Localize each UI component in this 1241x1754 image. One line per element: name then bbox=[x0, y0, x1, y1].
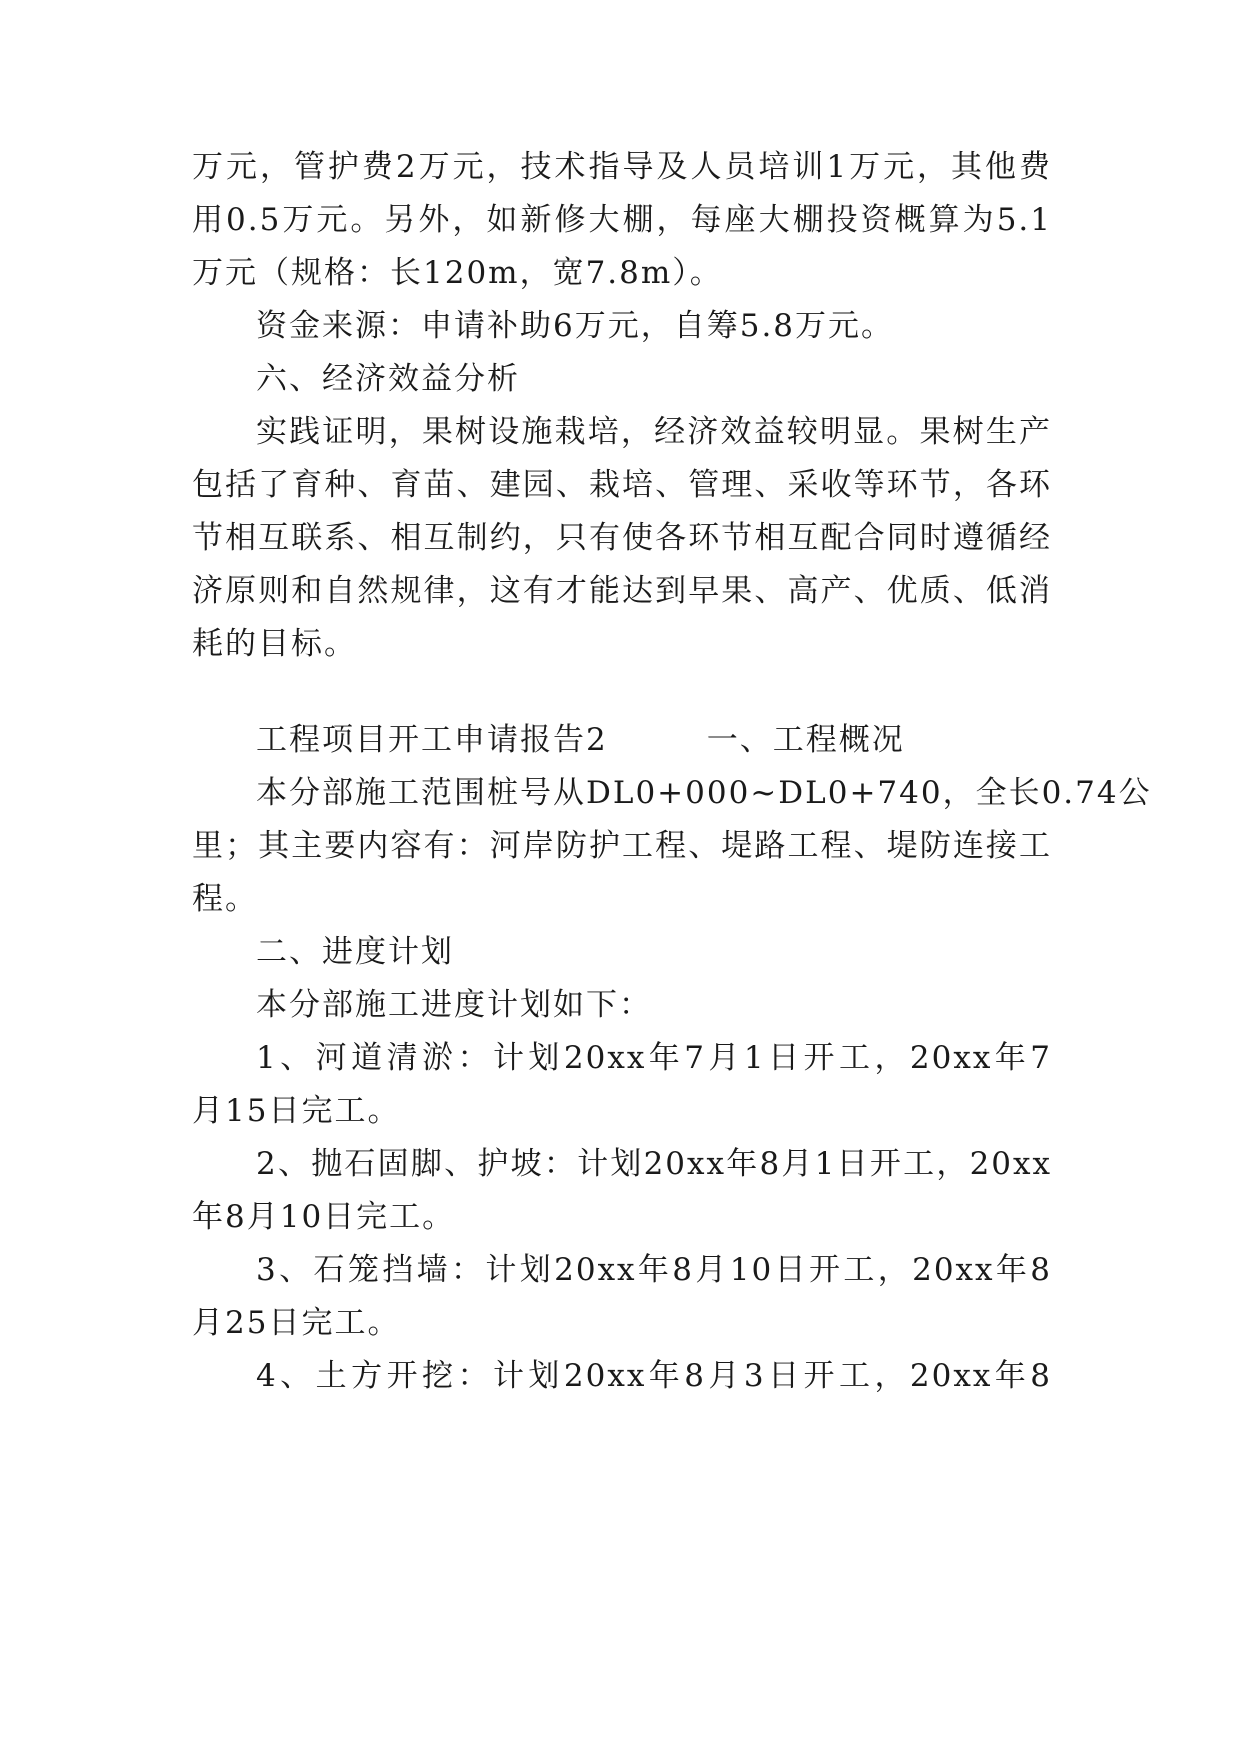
text-line: 3、石笼挡墙：计划20xx年8月10日开工，20xx年8 bbox=[256, 1252, 1052, 1288]
report-title-line: 工程项目开工申请报告2 一、工程概况 bbox=[256, 722, 905, 758]
text-line: 年8月10日完工。 bbox=[192, 1199, 456, 1235]
text-line: 节相互联系、相互制约，只有使各环节相互配合同时遵循经 bbox=[192, 520, 1052, 556]
section-heading: 二、进度计划 bbox=[256, 934, 454, 970]
text-line: 用0.5万元。另外，如新修大棚，每座大棚投资概算为5.1 bbox=[192, 202, 1052, 238]
text-line: 本分部施工范围桩号从DL0+000~DL0+740，全长0.74公 bbox=[256, 775, 1152, 811]
text-line: 2、抛石固脚、护坡：计划20xx年8月1日开工，20xx bbox=[256, 1146, 1052, 1182]
section-heading: 六、经济效益分析 bbox=[256, 361, 520, 397]
text-line: 本分部施工进度计划如下： bbox=[256, 987, 652, 1023]
text-line: 万元（规格：长120m，宽7.8m）。 bbox=[192, 255, 723, 291]
text-line: 1、河道清淤：计划20xx年7月1日开工，20xx年7 bbox=[256, 1040, 1052, 1076]
text-line: 4、土方开挖：计划20xx年8月3日开工，20xx年8 bbox=[256, 1358, 1052, 1394]
text-line: 资金来源：申请补助6万元，自筹5.8万元。 bbox=[256, 308, 895, 344]
text-line: 包括了育种、育苗、建园、栽培、管理、采收等环节，各环 bbox=[192, 467, 1052, 503]
text-line: 里；其主要内容有：河岸防护工程、堤路工程、堤防连接工 bbox=[192, 828, 1052, 864]
text-line: 程。 bbox=[192, 881, 258, 917]
text-line: 耗的目标。 bbox=[192, 626, 357, 662]
text-line: 实践证明，果树设施栽培，经济效益较明显。果树生产 bbox=[256, 414, 1052, 450]
text-line: 济原则和自然规律，这有才能达到早果、高产、优质、低消 bbox=[192, 573, 1052, 609]
text-line: 万元，管护费2万元，技术指导及人员培训1万元，其他费 bbox=[192, 149, 1052, 185]
text-line: 月25日完工。 bbox=[192, 1305, 401, 1341]
text-line: 月15日完工。 bbox=[192, 1093, 401, 1129]
